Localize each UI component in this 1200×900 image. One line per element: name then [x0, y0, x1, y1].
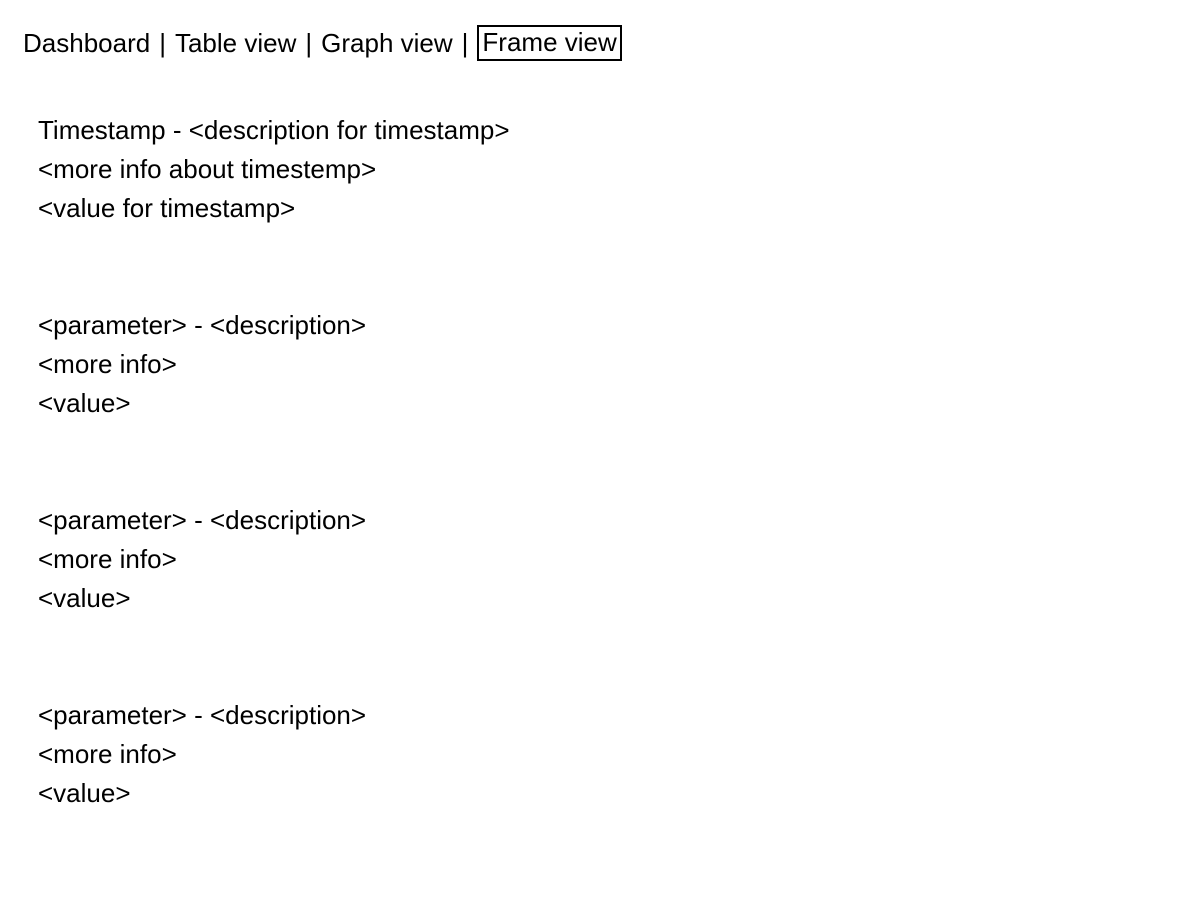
timestamp-value: <value for timestamp>	[38, 193, 296, 223]
parameter-block	[38, 501, 366, 618]
nav-separator: |	[159, 28, 166, 58]
timestamp-info: <more info about timestemp>	[38, 154, 377, 184]
nav-frame-view-link[interactable]: Frame view	[477, 25, 621, 61]
nav-separator: |	[305, 28, 313, 58]
nav-table-view-link[interactable]: Table view	[174, 28, 297, 58]
nav-dashboard-link[interactable]: Dashboard	[23, 28, 151, 58]
parameter-value: <value>	[38, 388, 131, 418]
parameter-title: <parameter> - <description>	[38, 310, 367, 340]
parameter-block	[38, 696, 366, 813]
nav-separator: |	[461, 28, 469, 58]
parameter-title: <parameter> - <description>	[38, 700, 367, 730]
parameter-title: <parameter> - <description>	[38, 505, 367, 535]
parameter-info: <more info>	[38, 544, 177, 574]
timestamp-block	[38, 111, 510, 228]
timestamp-title: Timestamp - <description for timestamp>	[38, 115, 510, 145]
parameter-info: <more info>	[38, 349, 177, 379]
parameter-value: <value>	[38, 583, 131, 613]
parameter-info: <more info>	[38, 739, 177, 769]
nav-graph-view-link[interactable]: Graph view	[321, 28, 453, 58]
parameter-value: <value>	[38, 778, 131, 808]
parameter-block	[38, 306, 366, 423]
view-nav	[23, 24, 622, 62]
